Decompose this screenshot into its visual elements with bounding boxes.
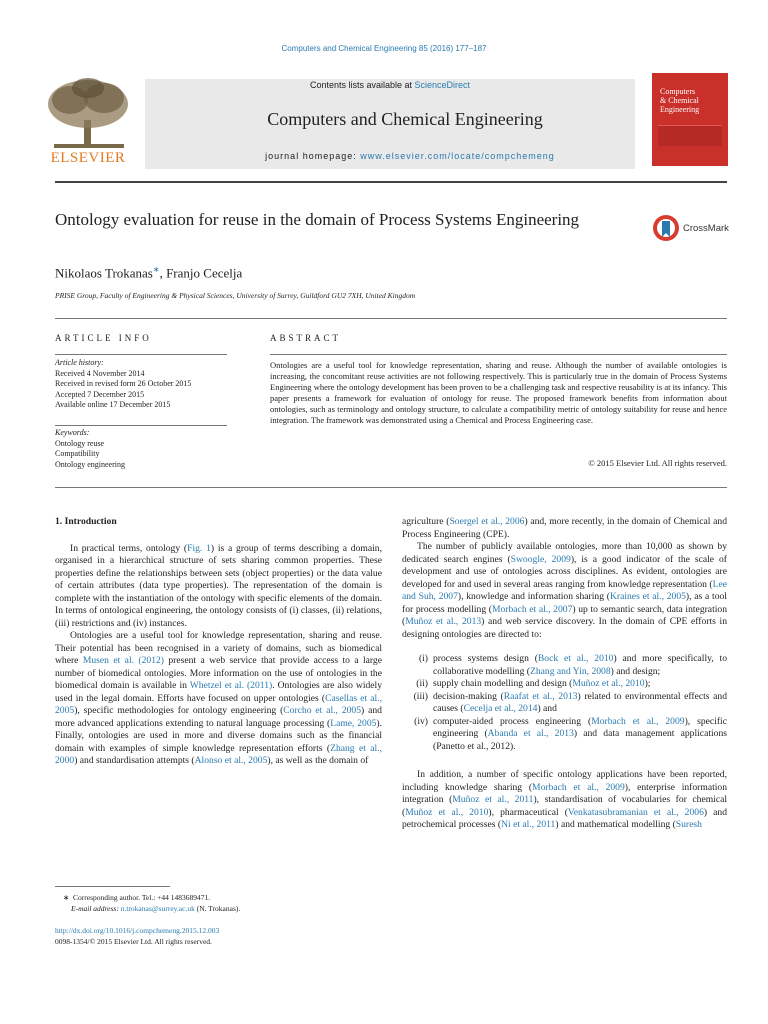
abstract-copyright: © 2015 Elsevier Ltd. All rights reserved. bbox=[588, 458, 727, 468]
journal-cover[interactable] bbox=[652, 73, 728, 166]
author-name: Franjo Cecelja bbox=[166, 265, 243, 281]
citation-link[interactable]: Muñoz et al., 2010 bbox=[572, 678, 645, 689]
citation-link[interactable]: Suresh bbox=[675, 819, 702, 830]
citation-link[interactable]: Morbach et al., 2009 bbox=[591, 715, 685, 727]
citation-link[interactable]: Kraines et al., 2005 bbox=[609, 591, 686, 602]
list-item: (iv) computer-aided process engineering (Morbach et al., 2009), specific engineering (Abanda et al., 2013) and data management applications (Panetto et al., 2012). bbox=[414, 715, 727, 752]
citation-link[interactable]: Alonso et al., 2005 bbox=[194, 755, 268, 766]
publisher-name: ELSEVIER bbox=[50, 150, 126, 166]
paragraph: In practical terms, ontology (Fig. 1) is a group of terms describing a domain, organised in a hierarchical structure of sets sharing common properties. These properties define the relationships between sets (object properties) or the data value of certain attributes (data type properties). The representation of the domain is complete with the instantiation of the ontology with specific elements of the domain. In terms of ontological engineering, the ontology consists of (i) classes, (ii) relations, (iii) restrictions and (iv) instances. bbox=[55, 542, 382, 629]
history-label: Article history: bbox=[55, 358, 104, 367]
author-name: Nikolaos Trokanas bbox=[55, 265, 153, 281]
article-title: Ontology evaluation for reuse in the domain of Process Systems Engineering bbox=[55, 210, 580, 229]
citation-link[interactable]: Swoogle, 2009 bbox=[510, 553, 571, 565]
citation-link[interactable]: Morbach et al., 2009 bbox=[532, 781, 625, 793]
homepage-link[interactable]: www.elsevier.com/locate/compchemeng bbox=[360, 151, 555, 161]
body-column-right bbox=[402, 516, 727, 832]
abstract-bottom-rule bbox=[55, 487, 727, 488]
footnote-rule bbox=[55, 886, 170, 887]
abstract-text: Ontologies are a useful tool for knowledge representation, sharing and reuse. Although the number of available ontologies is increasing, the concomitant reuse activities are not following respectively. This is particularly true in the domain of Process Systems Engineering where the ontology development has been proven to be a challenging task and respective reusability is at its infancy. This paper presents a framework for evaluation of ontology for reuse. The proposed framework benefits from information about ontologies, such as terminology and ontology structure, to calculate a compatibility metric of ontology suitability for reuse and hence integration. The framework was demonstrated using a Chemical and Process Engineering case. bbox=[270, 360, 727, 425]
application-list bbox=[402, 653, 727, 753]
citation-link[interactable]: Soergel et al., 2006 bbox=[449, 516, 525, 527]
keywords-rule bbox=[55, 425, 227, 426]
author-separator: , bbox=[159, 265, 167, 281]
citation-link[interactable]: Corcho et al., 2005 bbox=[283, 705, 362, 716]
footnote-mark: ∗ bbox=[63, 893, 70, 902]
journal-banner bbox=[145, 79, 635, 169]
info-divider bbox=[55, 318, 727, 319]
citation-link[interactable]: Muñoz et al., 2013 bbox=[405, 616, 482, 627]
citation-link[interactable]: Ni et al., 2011 bbox=[501, 819, 556, 830]
paragraph: agriculture (Soergel et al., 2006) and, more recently, in the domain of Chemical and Process Engineering (CPE). bbox=[402, 516, 727, 540]
header-divider bbox=[55, 181, 727, 183]
citation-link[interactable]: Cecelja et al., 2014 bbox=[463, 703, 538, 714]
sciencedirect-link[interactable]: ScienceDirect bbox=[414, 80, 471, 90]
abstract-heading: ABSTRACT bbox=[270, 333, 342, 343]
citation-link[interactable]: Lame, 2005 bbox=[330, 717, 377, 729]
journal-citation-link[interactable]: Computers and Chemical Engineering 85 (2016) 177–187 bbox=[281, 44, 487, 53]
list-item: (i) process systems design (Bock et al., 2010) and more specifically, to collaborative modelling (Zhang and Yin, 2008) and design; bbox=[418, 653, 728, 677]
issn-line: 0098-1354/© 2015 Elsevier Ltd. All rights reserved. bbox=[55, 936, 212, 946]
email-link[interactable]: n.trokanas@surrey.ac.uk bbox=[120, 903, 195, 913]
corresponding-author-mark[interactable]: ∗ bbox=[152, 265, 160, 274]
citation-link[interactable]: Venkatasubramanian et al., 2006 bbox=[567, 806, 704, 818]
contents-line bbox=[145, 80, 635, 90]
doi-link[interactable]: http://dx.doi.org/10.1016/j.compchemeng.2015.12.003 bbox=[55, 926, 220, 935]
history-item: Received 4 November 2014 bbox=[55, 368, 145, 378]
crossmark-badge[interactable] bbox=[652, 213, 742, 243]
article-info-heading: ARTICLE INFO bbox=[55, 333, 152, 343]
keyword: Ontology engineering bbox=[55, 459, 125, 469]
journal-title: Computers and Chemical Engineering bbox=[267, 109, 543, 129]
keywords bbox=[55, 428, 230, 470]
citation-link[interactable]: Raafat et al., 2013 bbox=[503, 690, 578, 702]
email-suffix: (N. Trokanas). bbox=[194, 903, 241, 913]
footnote-text: Corresponding author. Tel.: +44 1483689471. bbox=[73, 893, 211, 902]
doi-block bbox=[55, 926, 219, 947]
history-item: Received in revised form 26 October 2015 bbox=[55, 379, 192, 389]
keywords-label: Keywords: bbox=[55, 428, 90, 437]
citation-link[interactable]: Whetzel et al. (2011) bbox=[189, 680, 273, 691]
history-item: Accepted 7 December 2015 bbox=[55, 389, 145, 399]
paragraph: Ontologies are a useful tool for knowledge representation, sharing and reuse. Their potential has been recognised in a variety of domains, such as biomedical where Musen et al. (2012) present a web service that provide access to a large number of biomedical ontologies. More information on the use of ontologies in the biomedical domain is available in Whetzel et al. (2011). Ontologies are also widely used in the legal domain. Efforts have focused on upper ontologies (Casellas et al., 2005), specific methodologies for ontology engineering (Corcho et al., 2005) and more advanced applications extending to natural language processing (Lame, 2005). Finally, ontologies are used in more and diverse domains such as the financial domain with examples of simple knowledge representation efforts (Zhang et al., 2000) and standardisation attempts (Alonso et al., 2005), as well as the domain of bbox=[55, 630, 383, 766]
keyword: Ontology reuse bbox=[55, 438, 105, 448]
affiliation: PRISE Group, Faculty of Engineering & Physical Sciences, University of Surrey, Guildford GU2 7XH, United Kingdom bbox=[55, 291, 416, 300]
section-heading: 1. Introduction bbox=[55, 516, 117, 527]
citation-link[interactable]: Abanda et al., 2013 bbox=[487, 728, 574, 739]
homepage-label: journal homepage: bbox=[265, 151, 361, 161]
footnote-email-line bbox=[55, 904, 382, 915]
figure-link[interactable]: Fig. 1 bbox=[187, 542, 211, 554]
citation-link[interactable]: Zhang et al., 2000 bbox=[55, 742, 382, 766]
article-info-rule bbox=[55, 354, 227, 355]
footnote-line bbox=[55, 893, 382, 904]
crossmark-icon bbox=[652, 213, 680, 243]
cover-title-line: Engineering bbox=[660, 105, 700, 114]
list-item: (iii) decision-making (Raafat et al., 2013) related to environmental effects and causes (Cecelja et al., 2014) and bbox=[413, 690, 728, 714]
crossmark-label: CrossMark bbox=[683, 223, 729, 234]
contents-prefix: Contents lists available at bbox=[309, 80, 415, 90]
history-item: Available online 17 December 2015 bbox=[55, 400, 171, 410]
citation-link[interactable]: Zhang and Yin, 2008 bbox=[529, 665, 611, 677]
citation-link[interactable]: Casellas et al., 2005 bbox=[55, 692, 382, 716]
footnote bbox=[55, 893, 382, 914]
author-list bbox=[55, 265, 242, 281]
cover-title-line: & Chemical bbox=[660, 96, 699, 105]
list-item: (ii) supply chain modelling and design (Muñoz et al., 2010); bbox=[416, 678, 651, 689]
cover-band bbox=[658, 125, 722, 146]
cover-title bbox=[660, 87, 699, 114]
journal-homepage bbox=[145, 151, 675, 161]
keyword: Compatibility bbox=[55, 449, 100, 459]
email-label: E-mail address: bbox=[71, 903, 121, 913]
body-column-left bbox=[55, 516, 382, 768]
citation-link[interactable]: Morbach et al., 2007 bbox=[491, 603, 573, 615]
paragraph: The number of publicly available ontologies, more than 10,000 as shown by dedicated search engines (Swoogle, 2009), is a good indicator of the scale of development and use of ontologies across disciplines. As evident, ontologies are developed for and used in several areas ranging from knowledge representation (Lee and Suh, 2007), knowledge and information sharing (Kraines et al., 2005), as a tool for process modelling (Morbach et al., 2007) up to semantic search, data integration (Muñoz et al., 2013) and web service discovery. In the domain of CPE efforts in designing ontologies are directed to: bbox=[402, 541, 727, 640]
paragraph: In addition, a number of specific ontology applications have been reported, including knowledge sharing (Morbach et al., 2009), enterprise information integration (Muñoz et al., 2011), standardisation of vocabularies for chemical (Muñoz et al., 2010), pharmaceutical (Venkatasubramanian et al., 2006) and petrochemical processes (Ni et al., 2011) and mathematical modelling (Suresh bbox=[402, 769, 728, 830]
elsevier-logo bbox=[40, 74, 136, 172]
citation-link[interactable]: Muñoz et al., 2010 bbox=[405, 806, 489, 818]
citation-link[interactable]: Lee and Suh, 2007 bbox=[402, 578, 727, 602]
abstract-rule bbox=[270, 354, 727, 355]
citation-link[interactable]: Bock et al., 2010 bbox=[537, 653, 614, 664]
cover-title-line: Computers bbox=[660, 87, 696, 96]
citation-link[interactable]: Muñoz et al., 2011 bbox=[452, 794, 534, 805]
citation-link[interactable]: Musen et al. (2012) bbox=[82, 655, 164, 666]
article-history bbox=[55, 358, 230, 411]
